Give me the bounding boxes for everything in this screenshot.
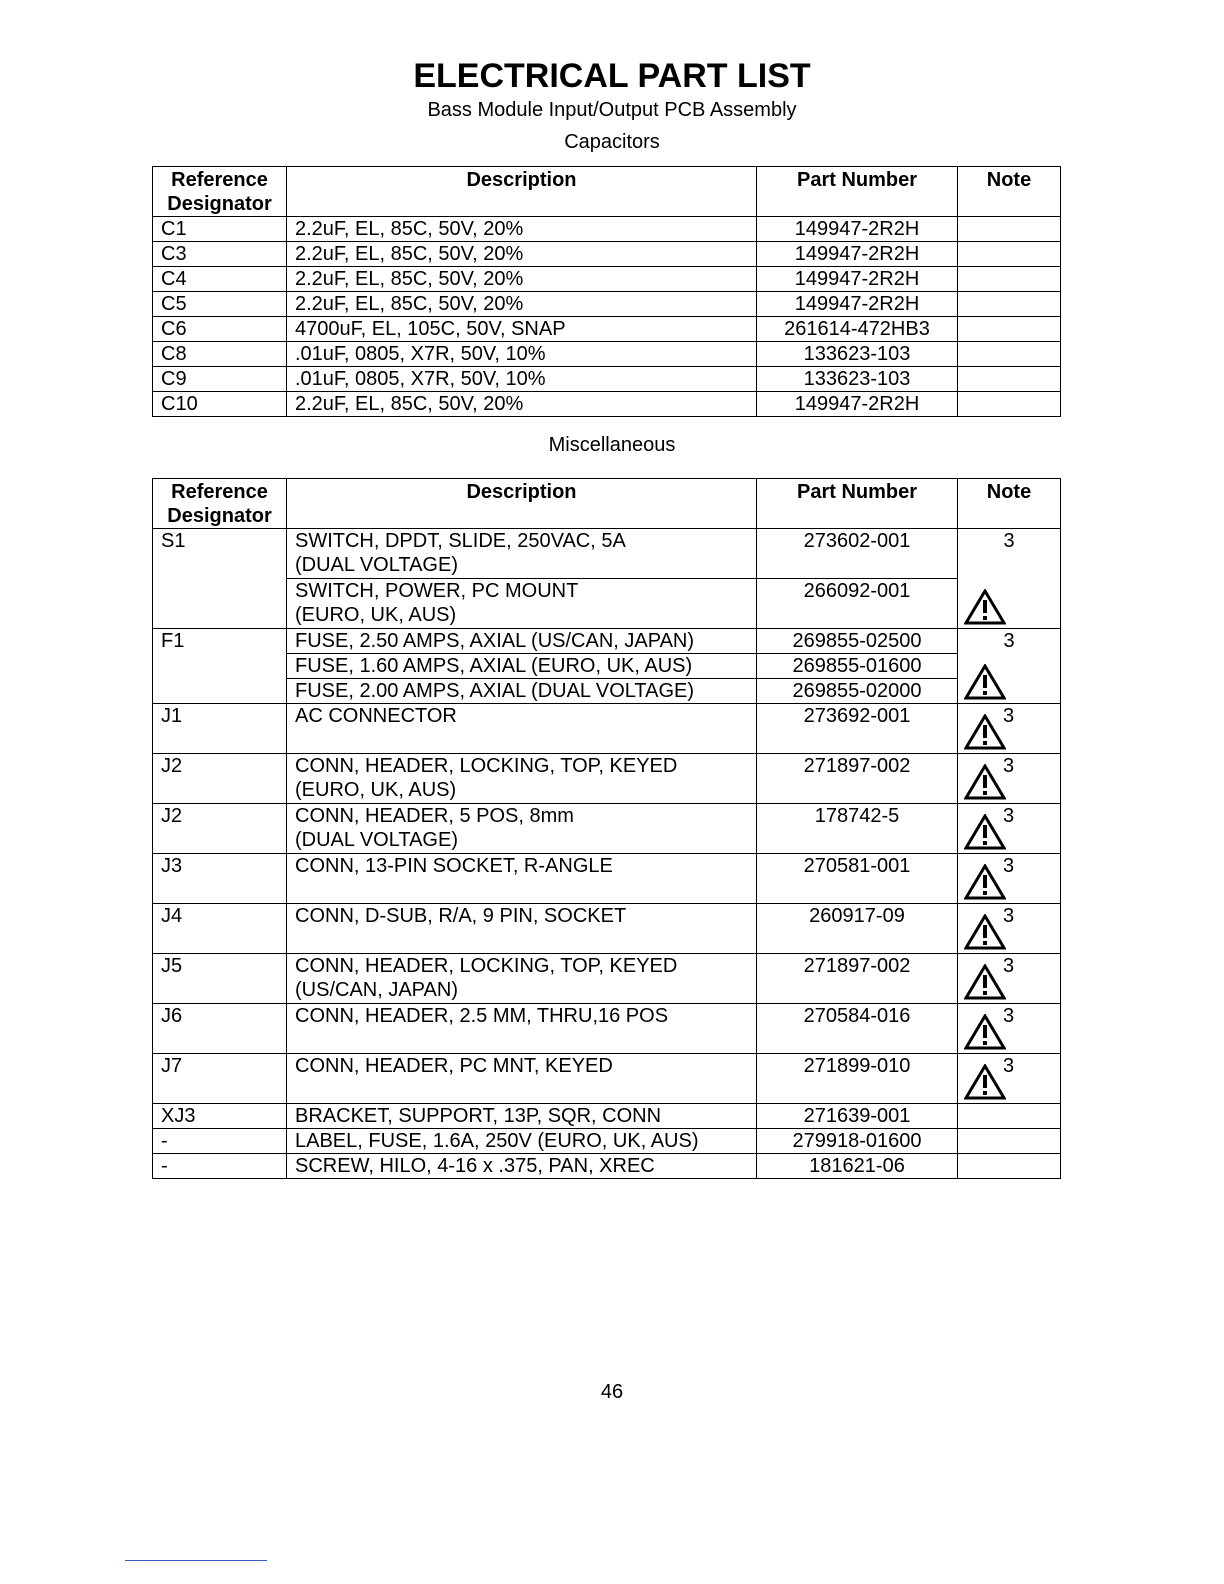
note-cell (958, 217, 1061, 242)
column-header-reference: Reference Designator (153, 479, 287, 529)
table-row (153, 342, 1061, 367)
table-header-row (153, 167, 1061, 217)
reference-cell: J4 (153, 904, 287, 954)
reference-cell: C9 (153, 367, 287, 392)
note-cell (958, 392, 1061, 417)
note-cell (958, 754, 1061, 804)
page-subtitle: Bass Module Input/Output PCB Assembly (427, 99, 797, 121)
description-cell: CONN, HEADER, LOCKING, TOP, KEYED (EURO, UK, AUS) (287, 754, 757, 804)
note-cell (958, 1054, 1061, 1104)
note-cell (958, 317, 1061, 342)
table-row (153, 1154, 1061, 1179)
note-number: 3 (1003, 530, 1015, 552)
column-header-part-number: Part Number (757, 479, 958, 529)
note-number: 3 (1003, 630, 1015, 652)
warning-triangle-icon (964, 714, 1006, 750)
part-number-cell: 271897-002 (757, 954, 958, 1004)
note-cell (958, 904, 1061, 954)
warning-triangle-icon (964, 589, 1006, 625)
note-cell (958, 1104, 1061, 1129)
description-cell: CONN, HEADER, 2.5 MM, THRU,16 POS (287, 1004, 757, 1054)
reference-cell: J7 (153, 1054, 287, 1104)
page-number: 46 (600, 1381, 624, 1403)
description-cell: FUSE, 2.00 AMPS, AXIAL (DUAL VOLTAGE) (287, 679, 757, 704)
reference-cell: C6 (153, 317, 287, 342)
part-number-cell: 273602-001 (757, 529, 958, 579)
table-row (153, 242, 1061, 267)
part-number-cell: 133623-103 (757, 367, 958, 392)
reference-cell: C5 (153, 292, 287, 317)
description-cell: .01uF, 0805, X7R, 50V, 10% (287, 342, 757, 367)
warning-triangle-icon (964, 914, 1006, 950)
description-cell: CONN, D-SUB, R/A, 9 PIN, SOCKET (287, 904, 757, 954)
table-row (153, 579, 1061, 629)
part-number-cell: 269855-01600 (757, 654, 958, 679)
table-row (153, 317, 1061, 342)
reference-cell: C1 (153, 217, 287, 242)
part-number-cell: 269855-02000 (757, 679, 958, 704)
warning-triangle-icon (964, 664, 1006, 700)
description-cell: 2.2uF, EL, 85C, 50V, 20% (287, 217, 757, 242)
part-number-cell: 149947-2R2H (757, 267, 958, 292)
reference-cell: J6 (153, 1004, 287, 1054)
reference-cell: J5 (153, 954, 287, 1004)
part-number-cell: 271899-010 (757, 1054, 958, 1104)
note-cell (958, 854, 1061, 904)
section-label-miscellaneous: Miscellaneous (548, 434, 676, 456)
reference-cell: XJ3 (153, 1104, 287, 1129)
description-cell: AC CONNECTOR (287, 704, 757, 754)
table-row (153, 904, 1061, 954)
section-label-capacitors: Capacitors (564, 131, 660, 153)
column-header-part-number: Part Number (757, 167, 958, 217)
table-row (153, 392, 1061, 417)
miscellaneous-table (152, 478, 1061, 1179)
part-number-cell: 279918-01600 (757, 1129, 958, 1154)
note-cell (958, 292, 1061, 317)
capacitors-table (152, 166, 1061, 417)
note-cell (958, 267, 1061, 292)
note-cell (958, 629, 1061, 704)
part-number-cell: 270581-001 (757, 854, 958, 904)
table-row (153, 529, 1061, 579)
part-number-cell: 133623-103 (757, 342, 958, 367)
description-cell: CONN, HEADER, PC MNT, KEYED (287, 1054, 757, 1104)
note-number: 3 (1003, 855, 1015, 877)
table-row (153, 367, 1061, 392)
table-row (153, 754, 1061, 804)
page-title: ELECTRICAL PART LIST (413, 57, 811, 95)
note-cell (958, 367, 1061, 392)
note-cell (958, 1129, 1061, 1154)
column-header-description: Description (287, 479, 757, 529)
note-cell (958, 804, 1061, 854)
table-row (153, 1054, 1061, 1104)
table-row (153, 854, 1061, 904)
note-cell (958, 529, 1061, 629)
table-header-row (153, 479, 1061, 529)
footnote-divider (125, 1560, 267, 1561)
part-number-cell: 271639-001 (757, 1104, 958, 1129)
part-number-cell: 178742-5 (757, 804, 958, 854)
warning-triangle-icon (964, 1014, 1006, 1050)
note-number: 3 (1003, 955, 1015, 977)
warning-triangle-icon (964, 1064, 1006, 1100)
description-cell: FUSE, 1.60 AMPS, AXIAL (EURO, UK, AUS) (287, 654, 757, 679)
part-number-cell: 273692-001 (757, 704, 958, 754)
description-cell: BRACKET, SUPPORT, 13P, SQR, CONN (287, 1104, 757, 1129)
warning-triangle-icon (964, 864, 1006, 900)
reference-cell: C10 (153, 392, 287, 417)
column-header-note: Note (958, 479, 1061, 529)
table-row (153, 292, 1061, 317)
reference-cell: J1 (153, 704, 287, 754)
part-number-cell: 149947-2R2H (757, 392, 958, 417)
part-number-cell: 269855-02500 (757, 629, 958, 654)
warning-triangle-icon (964, 964, 1006, 1000)
table-row (153, 654, 1061, 679)
part-number-cell: 266092-001 (757, 579, 958, 629)
table-row (153, 704, 1061, 754)
description-cell: CONN, 13-PIN SOCKET, R-ANGLE (287, 854, 757, 904)
description-cell: SWITCH, POWER, PC MOUNT (EURO, UK, AUS) (287, 579, 757, 629)
reference-cell: F1 (153, 629, 287, 704)
note-cell (958, 242, 1061, 267)
part-number-cell: 271897-002 (757, 754, 958, 804)
description-cell: 4700uF, EL, 105C, 50V, SNAP (287, 317, 757, 342)
description-cell: SCREW, HILO, 4-16 x .375, PAN, XREC (287, 1154, 757, 1179)
reference-cell: S1 (153, 529, 287, 629)
table-row (153, 267, 1061, 292)
description-cell: 2.2uF, EL, 85C, 50V, 20% (287, 392, 757, 417)
part-number-cell: 181621-06 (757, 1154, 958, 1179)
part-number-cell: 261614-472HB3 (757, 317, 958, 342)
table-row (153, 629, 1061, 654)
note-number: 3 (1003, 905, 1015, 927)
reference-cell: C3 (153, 242, 287, 267)
description-cell: SWITCH, DPDT, SLIDE, 250VAC, 5A (DUAL VOLTAGE) (287, 529, 757, 579)
description-cell: 2.2uF, EL, 85C, 50V, 20% (287, 267, 757, 292)
part-number-cell: 149947-2R2H (757, 242, 958, 267)
table-row (153, 804, 1061, 854)
column-header-description: Description (287, 167, 757, 217)
note-number: 3 (1003, 1055, 1015, 1077)
reference-cell: J2 (153, 804, 287, 854)
description-cell: 2.2uF, EL, 85C, 50V, 20% (287, 242, 757, 267)
warning-triangle-icon (964, 814, 1006, 850)
reference-cell: C4 (153, 267, 287, 292)
reference-cell: - (153, 1129, 287, 1154)
note-number: 3 (1003, 705, 1015, 727)
description-cell: CONN, HEADER, 5 POS, 8mm (DUAL VOLTAGE) (287, 804, 757, 854)
description-cell: LABEL, FUSE, 1.6A, 250V (EURO, UK, AUS) (287, 1129, 757, 1154)
part-number-cell: 149947-2R2H (757, 217, 958, 242)
reference-cell: J2 (153, 754, 287, 804)
table-row (153, 954, 1061, 1004)
reference-cell: J3 (153, 854, 287, 904)
table-row (153, 679, 1061, 704)
description-cell: 2.2uF, EL, 85C, 50V, 20% (287, 292, 757, 317)
reference-cell: C8 (153, 342, 287, 367)
note-number: 3 (1003, 755, 1015, 777)
reference-cell: - (153, 1154, 287, 1179)
warning-triangle-icon (964, 764, 1006, 800)
description-cell: CONN, HEADER, LOCKING, TOP, KEYED (US/CAN, JAPAN) (287, 954, 757, 1004)
note-cell (958, 1154, 1061, 1179)
part-number-cell: 270584-016 (757, 1004, 958, 1054)
note-cell (958, 704, 1061, 754)
note-cell (958, 342, 1061, 367)
part-number-cell: 149947-2R2H (757, 292, 958, 317)
table-row (153, 1104, 1061, 1129)
table-row (153, 217, 1061, 242)
note-number: 3 (1003, 805, 1015, 827)
note-cell (958, 1004, 1061, 1054)
part-number-cell: 260917-09 (757, 904, 958, 954)
description-cell: FUSE, 2.50 AMPS, AXIAL (US/CAN, JAPAN) (287, 629, 757, 654)
table-row (153, 1129, 1061, 1154)
description-cell: .01uF, 0805, X7R, 50V, 10% (287, 367, 757, 392)
note-cell (958, 954, 1061, 1004)
table-row (153, 1004, 1061, 1054)
column-header-note: Note (958, 167, 1061, 217)
column-header-reference: Reference Designator (153, 167, 287, 217)
note-number: 3 (1003, 1005, 1015, 1027)
